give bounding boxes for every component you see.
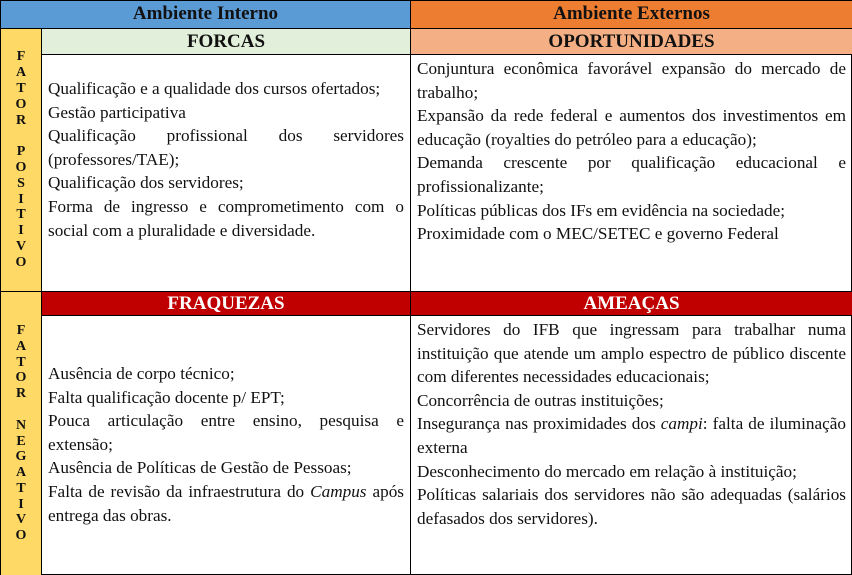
side-label-letter: A bbox=[15, 338, 27, 354]
opportunity-item: Demanda crescente por qualificação educacional e profissionalizante; bbox=[417, 153, 846, 196]
threat-item: Servidores do IFB que ingressam para trabalhar numa instituição que atende um amplo espectro de público discente com diferentes necessidades educacionais; bbox=[417, 320, 846, 387]
side-label-letter: I bbox=[18, 496, 24, 512]
side-label-letter bbox=[19, 402, 23, 418]
side-label-letter: I bbox=[18, 191, 24, 207]
threat-item: Desconhecimento do mercado em relação à instituição; bbox=[417, 461, 797, 481]
side-label-letter: O bbox=[15, 160, 27, 175]
negative-factor-label bbox=[1, 292, 42, 575]
strengths-list bbox=[42, 55, 411, 292]
side-label-letter: T bbox=[16, 81, 26, 97]
side-label-letter: A bbox=[15, 65, 27, 81]
threat-item: Políticas salariais dos servidores não são adequadas (salários defasados dos servidores). bbox=[417, 485, 846, 528]
side-label-letter: O bbox=[15, 254, 27, 270]
side-label-letter bbox=[19, 128, 23, 144]
opportunities-header: OPORTUNIDADES bbox=[411, 29, 852, 55]
opportunities-list bbox=[411, 55, 852, 292]
threats-header: AMEAÇAS bbox=[411, 292, 852, 316]
weakness-item: Falta qualificação docente p/ EPT; bbox=[48, 387, 285, 407]
side-label-letter: V bbox=[15, 238, 27, 254]
side-label-letter: T bbox=[16, 480, 26, 496]
weakness-item: Falta de revisão da infraestrutura do Campus após entrega das obras. bbox=[48, 481, 404, 525]
side-label-letter: E bbox=[16, 433, 26, 449]
campus-italic: Campus bbox=[310, 481, 367, 501]
side-label-letter: R bbox=[15, 386, 27, 402]
campi-italic: campi bbox=[660, 414, 703, 434]
side-label-letter: I bbox=[18, 223, 24, 239]
threats-list bbox=[411, 316, 852, 575]
weakness-item: Pouca articulação entre ensino, pesquisa e extensão; bbox=[48, 411, 404, 454]
side-label-letter: P bbox=[16, 144, 26, 160]
strength-item: Qualificação e a qualidade dos cursos ofertados; bbox=[48, 79, 381, 98]
threat-item: Insegurança nas proximidades dos campi: falta de iluminação externa bbox=[417, 414, 846, 457]
side-label-letter: R bbox=[15, 112, 27, 128]
weakness-item: Ausência de Políticas de Gestão de Pessoas; bbox=[48, 458, 352, 478]
side-label-letter: N bbox=[15, 417, 27, 433]
side-label-letter: T bbox=[16, 354, 26, 370]
side-label-letter: T bbox=[16, 207, 26, 223]
weakness-item: Ausência de corpo técnico; bbox=[48, 364, 235, 383]
internal-environment-header: Ambiente Interno bbox=[1, 1, 411, 29]
strengths-header: FORCAS bbox=[42, 29, 411, 55]
opportunity-item: Conjuntura econômica favorável expansão do mercado de trabalho; bbox=[417, 59, 846, 102]
opportunity-item: Políticas públicas dos IFs em evidência na sociedade; bbox=[417, 200, 786, 220]
weaknesses-header: FRAQUEZAS bbox=[42, 292, 411, 316]
threat-item: Concorrência de outras instituições; bbox=[417, 390, 664, 410]
side-label-letter: F bbox=[16, 322, 26, 338]
side-label-letter: V bbox=[15, 512, 27, 528]
side-label-letter: S bbox=[17, 175, 25, 191]
opportunity-item: Proximidade com o MEC/SETEC e governo Federal bbox=[417, 224, 779, 244]
strength-item: Gestão participativa bbox=[48, 102, 186, 122]
side-label-letter: G bbox=[15, 449, 27, 465]
strength-item: Qualificação profissional dos servidores (professores/TAE); bbox=[48, 126, 404, 169]
opportunity-item: Expansão da rede federal e aumentos dos investimentos em educação (royalties do petróleo para a educação); bbox=[417, 106, 846, 149]
weaknesses-list bbox=[42, 316, 411, 575]
side-label-letter: F bbox=[16, 49, 26, 65]
side-label-letter: A bbox=[15, 465, 27, 481]
external-environment-header: Ambiente Externos bbox=[411, 1, 852, 29]
side-label-letter: O bbox=[15, 96, 27, 112]
side-label-letter: O bbox=[15, 528, 27, 544]
strength-item: Forma de ingresso e comprometimento com o social com a pluralidade e diversidade. bbox=[48, 196, 404, 240]
positive-factor-label bbox=[1, 29, 42, 292]
side-label-letter: O bbox=[15, 370, 27, 386]
strength-item: Qualificação dos servidores; bbox=[48, 173, 244, 193]
